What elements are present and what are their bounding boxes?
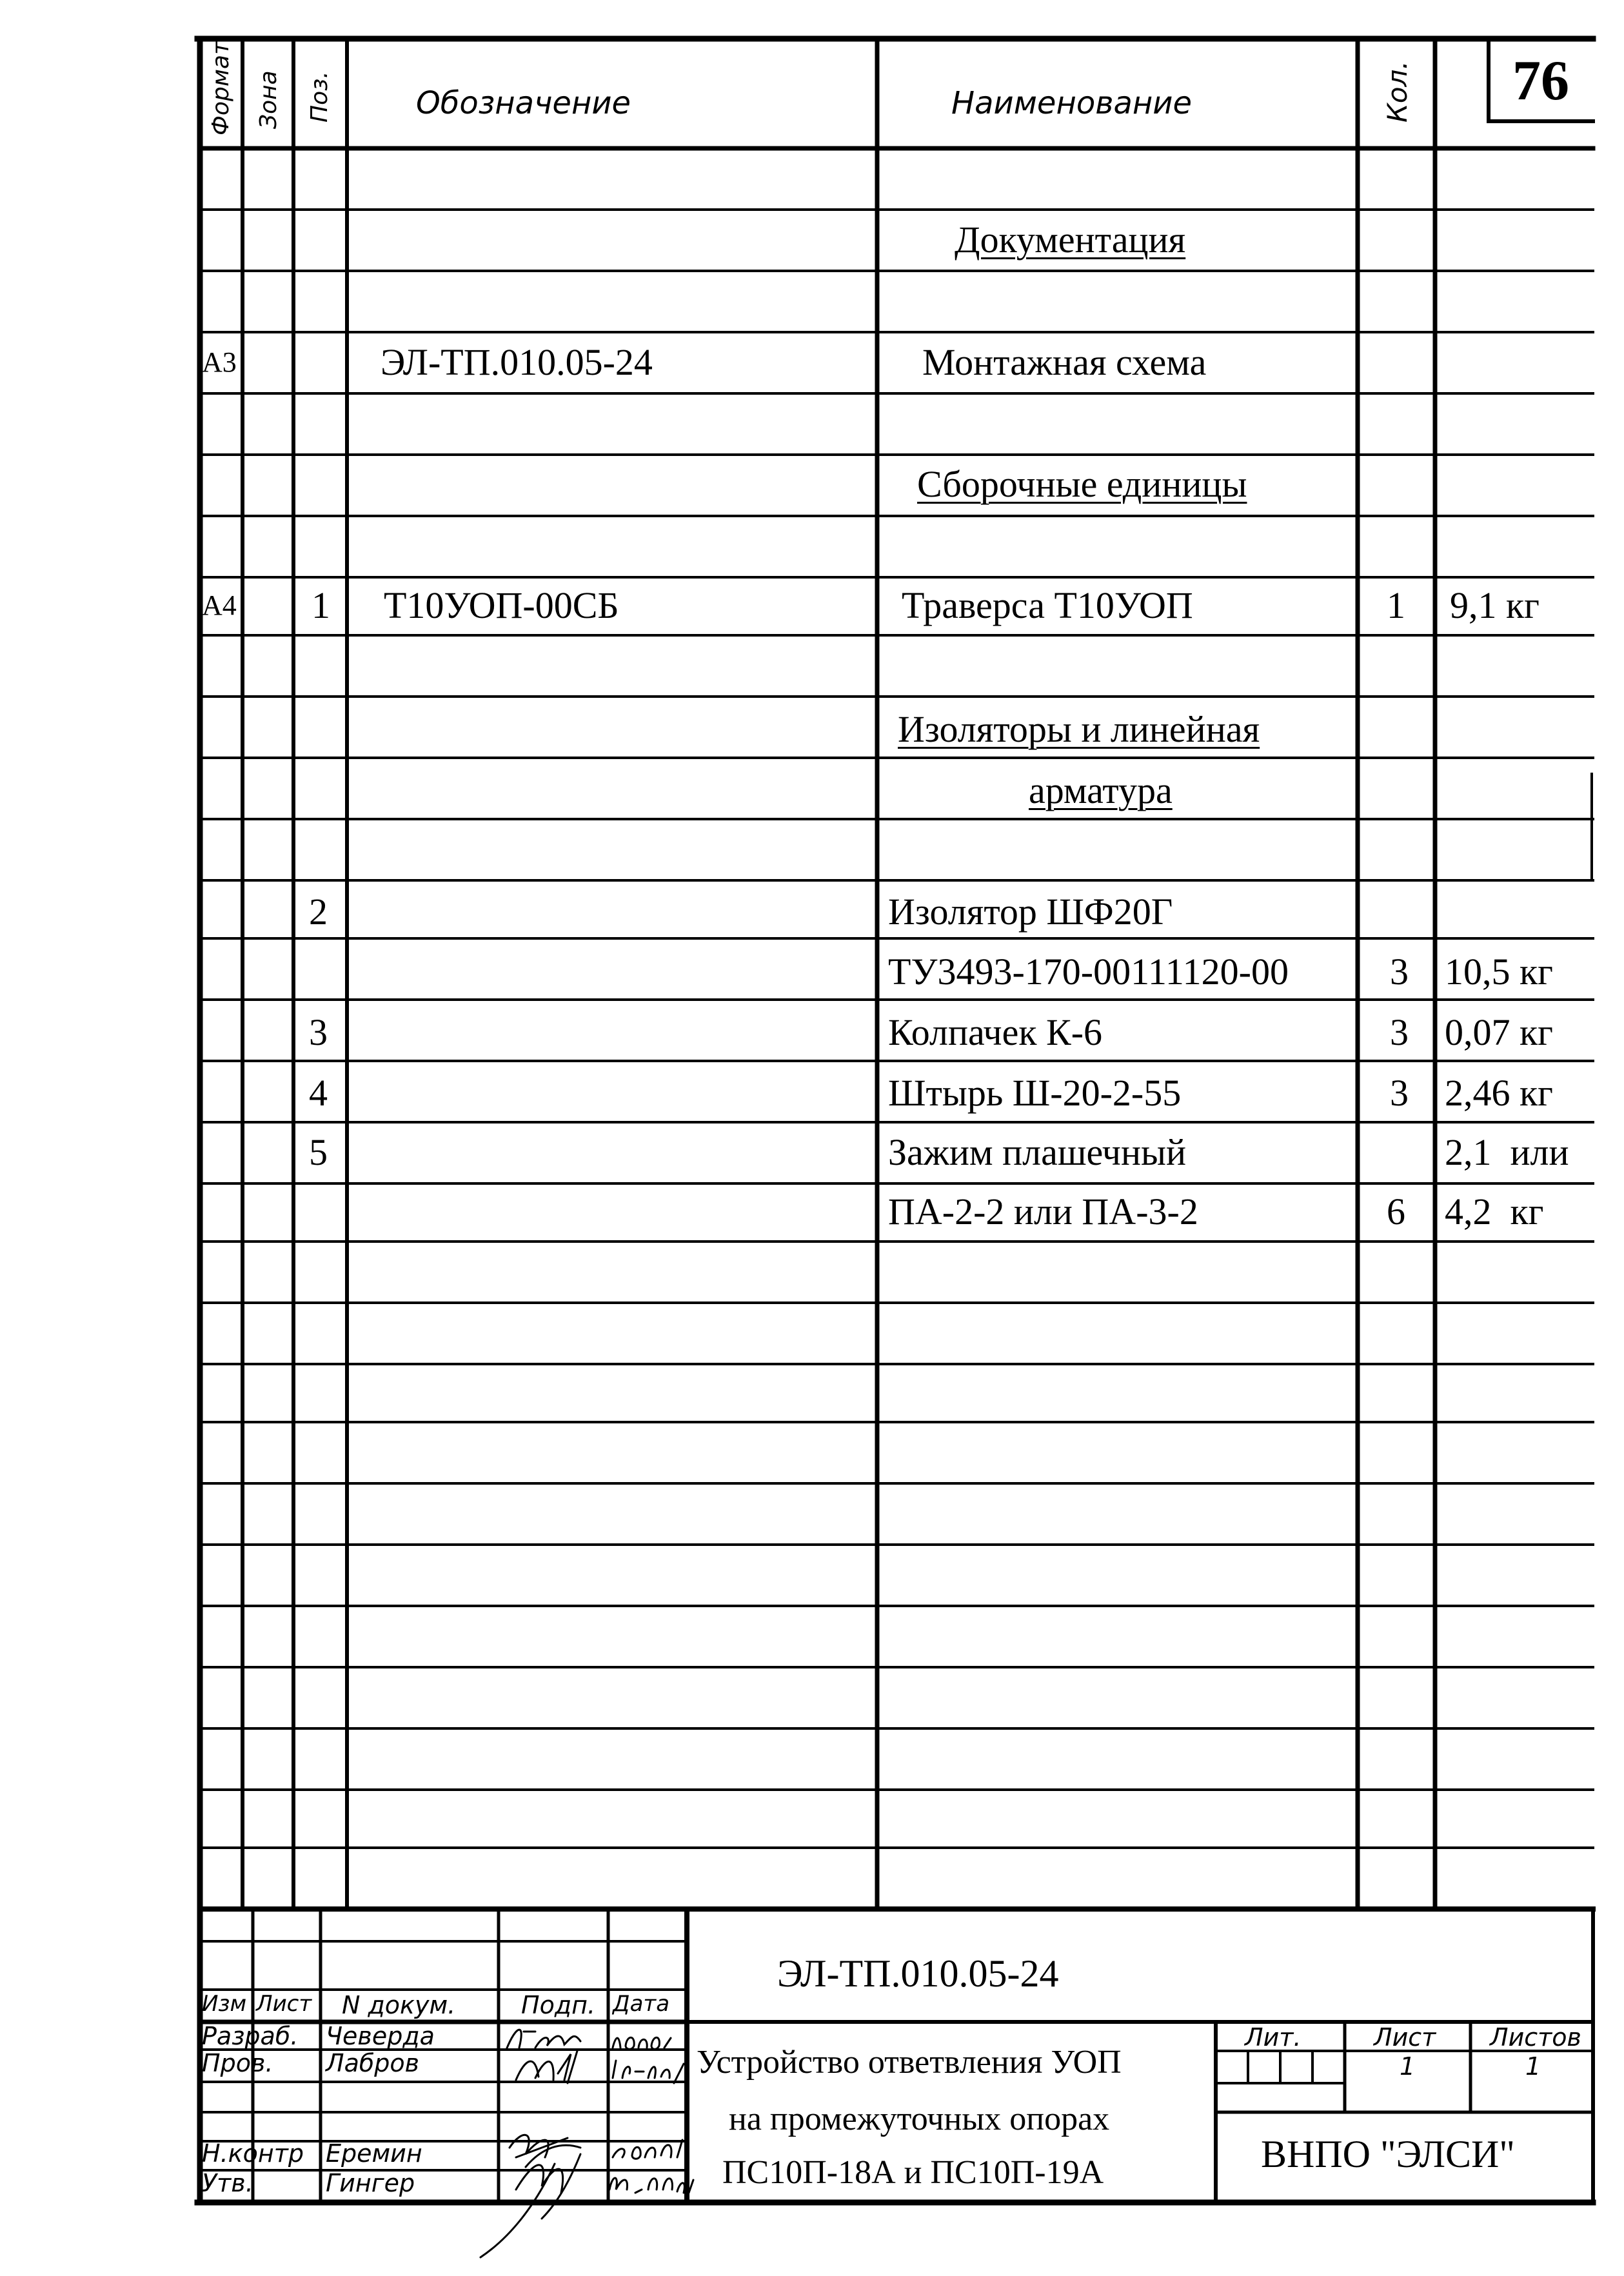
tb-sheet-value: 1 <box>1400 2052 1416 2081</box>
assembly-name: Траверса Т10УОП <box>902 584 1193 626</box>
header-format: Формат <box>208 41 234 135</box>
item2-name: Изолятор ШФ20Г <box>888 891 1173 933</box>
title-line2: на промежуточных опорах <box>729 2101 1110 2137</box>
tb-sheets-value: 1 <box>1525 2052 1541 2081</box>
tb-name-nkontr: Еремин <box>326 2139 422 2168</box>
signature-prov <box>516 2051 577 2083</box>
tb-role-utv: Утв. <box>202 2169 253 2197</box>
section-insulators-line1: Изоляторы и линейная <box>898 708 1260 750</box>
tb-sheet-label: Лист <box>1374 2023 1436 2052</box>
header-designation: Обозначение <box>416 85 631 121</box>
item5-qty: 6 <box>1387 1191 1405 1232</box>
header-zone: Зона <box>255 70 282 129</box>
header-position: Поз. <box>306 71 333 123</box>
item2-spec: ТУ3493-170-00111120-00 <box>888 951 1289 993</box>
assembly-designation: Т10УОП-00СБ <box>384 584 619 626</box>
item5-mass: 4,2 кг <box>1445 1191 1544 1232</box>
tb-name-utv: Гингер <box>326 2169 415 2197</box>
item4-mass: 2,46 кг <box>1445 1072 1553 1114</box>
date-utv <box>609 2178 693 2193</box>
doc-format: А3 <box>202 346 237 378</box>
doc-name: Монтажная схема <box>922 341 1207 383</box>
assembly-pos: 1 <box>312 584 330 626</box>
tb-name-prov: Лабров <box>326 2049 420 2077</box>
tb-col-ndoc: N докум. <box>342 1991 456 2019</box>
doc-designation: ЭЛ-ТП.010.05-24 <box>381 341 653 383</box>
item2-pos: 2 <box>309 891 328 933</box>
tb-col-data: Дата <box>613 1991 670 2017</box>
item2-qty: 3 <box>1390 951 1409 993</box>
assembly-mass: 9,1 кг <box>1450 584 1540 626</box>
item3-qty: 3 <box>1390 1011 1409 1053</box>
title-line1: Устройство ответвления УОП <box>697 2044 1122 2081</box>
date-razrab <box>613 2037 671 2049</box>
item2-mass: 10,5 кг <box>1445 951 1553 993</box>
assembly-qty: 1 <box>1387 584 1405 626</box>
tb-lit-label: Лит. <box>1245 2023 1302 2052</box>
date-prov <box>613 2061 684 2083</box>
item5-mass-alt: 2,1 или <box>1445 1131 1569 1173</box>
date-nkontr <box>613 2140 682 2159</box>
item5-name: Зажим плашечный <box>888 1131 1187 1173</box>
tb-col-list: Лист <box>256 1991 312 2017</box>
section-assemblies: Сборочные единицы <box>917 463 1247 505</box>
item4-qty: 3 <box>1390 1072 1409 1114</box>
title-line3: ПС10П-18А и ПС10П-19А <box>722 2154 1104 2191</box>
tb-sheets-label: Листов <box>1490 2023 1581 2052</box>
page-number: 76 <box>1512 50 1569 112</box>
tb-role-nkontr: Н.контр <box>202 2139 304 2168</box>
item4-pos: 4 <box>309 1072 328 1114</box>
item3-name: Колпачек К-6 <box>888 1011 1103 1053</box>
item4-name: Штырь Ш-20-2-55 <box>888 1072 1182 1114</box>
signature-razrab <box>506 2030 580 2050</box>
title-doc-code: ЭЛ-ТП.010.05-24 <box>777 1952 1059 1995</box>
item3-mass: 0,07 кг <box>1445 1011 1553 1053</box>
item3-pos: 3 <box>309 1011 328 1053</box>
item5-spec: ПА-2-2 или ПА-3-2 <box>888 1191 1198 1232</box>
tb-col-izm: Изм <box>202 1991 247 2017</box>
header-quantity: Кол. <box>1381 61 1413 123</box>
item5-pos: 5 <box>309 1131 328 1173</box>
tb-name-razrab: Чеверда <box>326 2022 435 2050</box>
section-documentation: Документация <box>955 219 1186 261</box>
signature-nkontr <box>510 2135 580 2167</box>
header-name: Наименование <box>951 85 1193 121</box>
tb-col-podp: Подп. <box>521 1991 596 2019</box>
organization-name: ВНПО "ЭЛСИ" <box>1261 2133 1515 2175</box>
tb-role-razrab: Разраб. <box>202 2022 299 2050</box>
tb-role-prov: Пров. <box>202 2049 273 2077</box>
assembly-format: А4 <box>202 589 237 621</box>
signature-utv <box>480 2154 580 2257</box>
section-insulators-line2: арматура <box>1029 769 1173 811</box>
